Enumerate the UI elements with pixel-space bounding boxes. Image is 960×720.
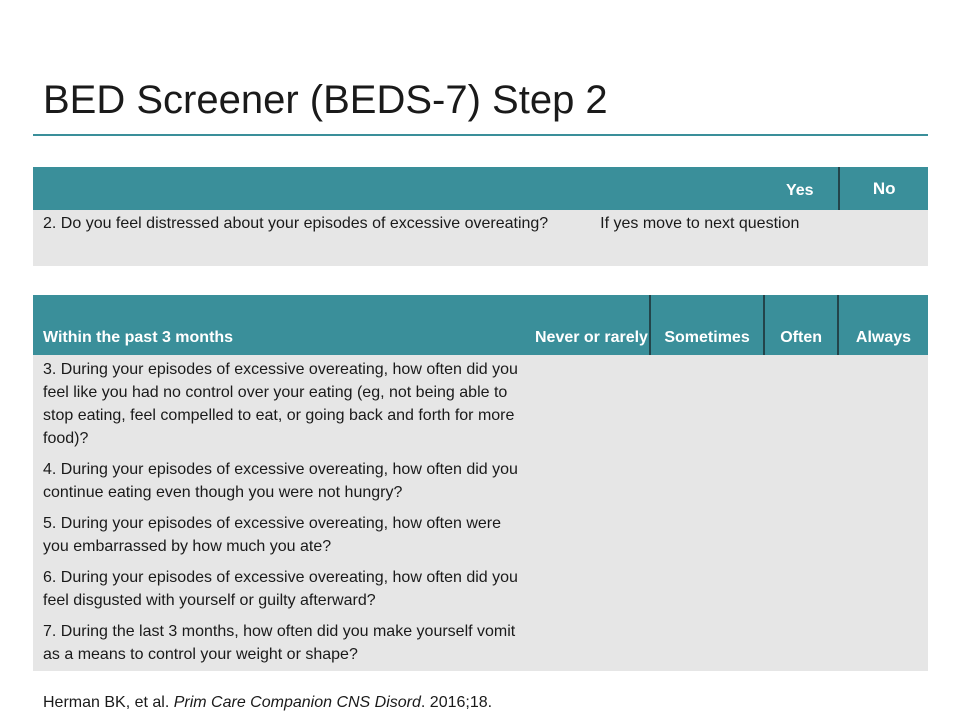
distress-table-header [33, 167, 928, 210]
skip-note: If yes move to next question [600, 210, 928, 266]
answer-cell[interactable] [650, 355, 765, 455]
title-divider [33, 134, 928, 136]
answer-cell[interactable] [764, 617, 838, 671]
answer-cell[interactable] [534, 563, 650, 617]
table-row [33, 509, 928, 563]
period-label: Within the past 3 months [33, 295, 534, 355]
answer-cell[interactable] [534, 509, 650, 563]
answer-cell[interactable] [650, 617, 765, 671]
always-column-header: Always [838, 295, 928, 355]
citation [43, 692, 492, 714]
answer-cell[interactable] [764, 563, 838, 617]
question-6: 6. During your episodes of excessive overeating, how often did you feel disgusted with yourself or guilty afterward? [33, 563, 534, 617]
frequency-table-header [33, 295, 928, 355]
answer-cell[interactable] [650, 509, 765, 563]
page-title: BED Screener (BEDS-7) Step 2 [43, 78, 608, 122]
answer-cell[interactable] [838, 563, 928, 617]
answer-cell[interactable] [650, 563, 765, 617]
often-column-header: Often [764, 295, 838, 355]
answer-cell[interactable] [838, 509, 928, 563]
table-row [33, 210, 928, 266]
citation-details: . 2016;18. [420, 694, 493, 711]
table-row [33, 617, 928, 671]
sometimes-column-header: Sometimes [650, 295, 765, 355]
distress-table [33, 167, 928, 266]
answer-cell[interactable] [534, 617, 650, 671]
question-4: 4. During your episodes of excessive overeating, how often did you continue eating even though you were not hungry? [33, 455, 534, 509]
never-column-header: Never or rarely [534, 295, 650, 355]
question-2: 2. Do you feel distressed about your episodes of excessive overeating? [33, 210, 600, 266]
answer-cell[interactable] [838, 617, 928, 671]
table-row [33, 455, 928, 509]
question-7: 7. During the last 3 months, how often did you make yourself vomit as a means to control your weight or shape? [33, 617, 534, 671]
citation-journal: Prim Care Companion CNS Disord [173, 694, 421, 711]
no-column-header: No [839, 167, 928, 210]
answer-cell[interactable] [534, 455, 650, 509]
table-row [33, 563, 928, 617]
frequency-table [33, 295, 928, 671]
answer-cell[interactable] [764, 509, 838, 563]
table-row [33, 355, 928, 455]
answer-cell[interactable] [838, 355, 928, 455]
answer-cell[interactable] [650, 455, 765, 509]
answer-cell[interactable] [534, 355, 650, 455]
header-spacer [600, 167, 761, 210]
answer-cell[interactable] [764, 355, 838, 455]
header-spacer [33, 167, 600, 210]
question-3: 3. During your episodes of excessive overeating, how often did you feel like you had no control over your eating (eg, not being able to stop eating, feel compelled to eat, or going back and forth for more food)? [33, 355, 534, 455]
citation-authors: Herman BK, et al. [43, 694, 174, 711]
question-5: 5. During your episodes of excessive overeating, how often were you embarrassed by how much you ate? [33, 509, 534, 563]
answer-cell[interactable] [838, 455, 928, 509]
yes-column-header: Yes [761, 167, 839, 210]
answer-cell[interactable] [764, 455, 838, 509]
